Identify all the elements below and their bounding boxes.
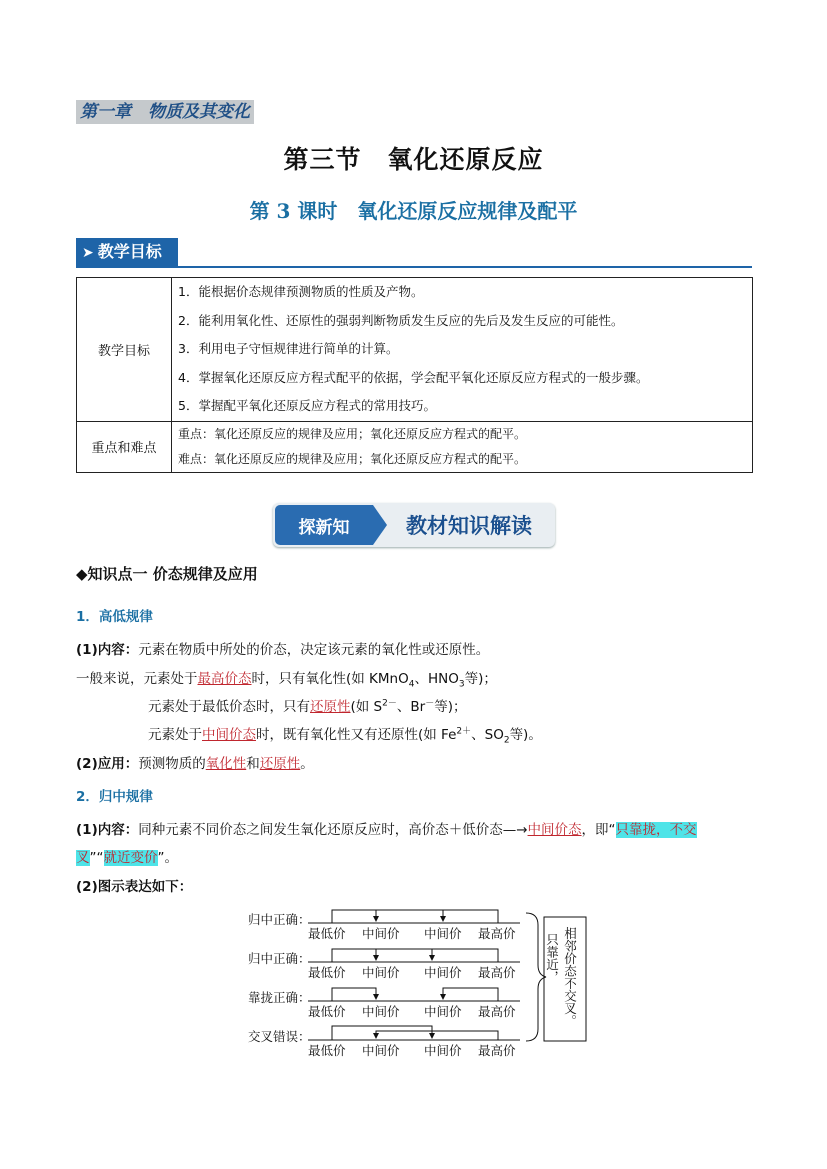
tick-label: 中间价	[424, 1043, 462, 1058]
goals-row-head: 教学目标	[77, 278, 172, 422]
goal-item: 3．利用电子守恒规律进行简单的计算。	[178, 341, 399, 357]
text: 元素在物质中所处的价态，决定该元素的氧化性或还原性。	[138, 642, 490, 658]
text: 预测物质的	[138, 756, 206, 772]
label: (1)内容：	[76, 642, 139, 658]
tick-label: 最高价	[478, 1043, 516, 1058]
valence-diagram	[240, 905, 590, 1065]
text: ”。	[157, 850, 178, 866]
label: (1)内容：	[76, 822, 139, 838]
text: 。	[300, 756, 314, 772]
keypoints-list	[172, 421, 753, 472]
tick-label: 中间价	[362, 926, 400, 941]
knowledge-point-heading: ◆知识点一 价态规律及应用	[76, 565, 258, 583]
tick-label: 最低价	[308, 965, 346, 980]
text: 、Br	[396, 699, 426, 715]
text: 时，只有氧化性(如 KMnO	[251, 671, 409, 687]
arc	[332, 949, 498, 962]
note-col-1: 只靠近，	[544, 933, 560, 983]
explore-banner	[273, 503, 555, 547]
label: (2)应用：	[76, 756, 139, 772]
text: 和	[246, 756, 260, 772]
cyan-highlight: 只靠拢，不交	[615, 822, 697, 838]
subheading-converge: 2．归中规律	[76, 789, 153, 805]
goal-item: 5．掌握配平氧化还原反应方程式的常用技巧。	[178, 398, 436, 414]
section-title: 第三节 氧化还原反应	[283, 145, 544, 174]
tick-label: 中间价	[362, 965, 400, 980]
brace	[526, 913, 546, 1041]
superscript: 2＋	[456, 726, 472, 737]
paragraph-highest	[76, 667, 497, 690]
answer-highlight: 氧化性	[205, 756, 247, 772]
tick-label: 中间价	[362, 1043, 400, 1058]
explore-banner-left: 探新知	[275, 505, 373, 545]
keypoint-item: 难点：氧化还原反应的规律及应用；氧化还原反应方程式的配平。	[178, 451, 527, 466]
answer-highlight: 最高价态	[197, 671, 252, 687]
row-label: 归中正确：	[248, 912, 311, 927]
answer-highlight: 中间价态	[202, 727, 256, 743]
goals-list	[172, 278, 753, 422]
tick-label: 最高价	[478, 926, 516, 941]
superscript: 2－	[382, 698, 397, 709]
row-label: 靠拢正确：	[248, 990, 311, 1005]
text: 同种元素不同价态之间发生氧化还原反应时，高价态＋低价态—→	[138, 822, 528, 838]
note-col-2: 相邻价态不交叉。	[562, 927, 578, 1027]
goal-banner	[76, 238, 178, 266]
text: 等)；	[464, 671, 497, 687]
arc	[376, 1031, 498, 1040]
text: 等)；	[434, 699, 467, 715]
arrow-right-icon: ➤	[82, 245, 94, 261]
text: 等)。	[509, 727, 542, 743]
row-label: 归中正确：	[248, 951, 311, 966]
paragraph-content-1	[76, 638, 489, 658]
paragraph-content-2-cont	[76, 846, 178, 866]
tick-label: 中间价	[424, 965, 462, 980]
paragraph-content-2	[76, 818, 697, 838]
text: 元素处于	[148, 727, 202, 743]
paragraph-application	[76, 752, 314, 772]
subscript: 3	[458, 679, 465, 690]
table-row	[77, 278, 753, 422]
subscript: 2	[503, 735, 510, 746]
tick-label: 中间价	[362, 1004, 400, 1019]
cyan-highlight: 就近变价	[103, 850, 158, 866]
paragraph-lowest	[148, 695, 466, 715]
answer-highlight: 中间价态	[527, 822, 582, 838]
goal-item: 1．能根据价态规律预测物质的性质及产物。	[178, 284, 424, 299]
subheading-high-low: 1．高低规律	[76, 609, 153, 625]
explore-banner-right: 教材知识解读	[406, 514, 532, 538]
arc	[443, 988, 498, 1001]
arc	[332, 1026, 432, 1040]
tick-label: 最低价	[308, 1004, 346, 1019]
answer-highlight: 还原性	[310, 699, 351, 715]
keypoint-item: 重点：氧化还原反应的规律及应用；氧化还原反应方程式的配平。	[178, 426, 527, 441]
text: 时，既有氧化性又有还原性(如 Fe	[256, 727, 457, 743]
text: 、SO	[471, 727, 504, 743]
text: ”“	[89, 850, 104, 866]
tick-label: 最低价	[308, 926, 346, 941]
paragraph-middle	[148, 723, 542, 746]
tick-label: 最高价	[478, 965, 516, 980]
text: 元素处于最低价态时，只有	[148, 699, 310, 715]
text: ，即“	[581, 822, 616, 838]
lesson-title: 第 3 课时 氧化还原反应规律及配平	[249, 199, 578, 223]
goal-item: 4．掌握氧化还原反应方程式配平的依据，学会配平氧化还原反应方程式的一般步骤。	[178, 369, 649, 385]
goals-table	[76, 277, 753, 473]
subscript: 4	[408, 679, 415, 690]
text: 一般来说，元素处于	[76, 671, 198, 687]
table-row	[77, 421, 753, 472]
answer-highlight: 还原性	[259, 756, 301, 772]
text: (如 S	[350, 699, 383, 715]
tick-label: 最高价	[478, 1004, 516, 1019]
text: 、HNO	[414, 671, 459, 687]
goal-item: 2．能利用氧化性、还原性的强弱判断物质发生反应的先后及发生反应的可能性。	[178, 312, 624, 328]
arc	[332, 988, 376, 1001]
arc	[332, 910, 498, 923]
tick-label: 中间价	[424, 1004, 462, 1019]
goal-banner-label: 教学目标	[97, 242, 162, 261]
cyan-highlight: 叉	[76, 850, 90, 866]
paragraph-diagram-intro: (2)图示表达如下：	[76, 879, 193, 895]
row-label: 交叉错误：	[248, 1029, 311, 1044]
keypoints-row-head: 重点和难点	[77, 421, 172, 472]
banner-divider	[76, 266, 752, 268]
tick-label: 中间价	[424, 926, 462, 941]
valence-diagram-svg	[240, 905, 590, 1065]
tick-label: 最低价	[308, 1043, 346, 1058]
superscript: －	[425, 698, 435, 709]
chapter-label: 第一章 物质及其变化	[76, 100, 254, 124]
